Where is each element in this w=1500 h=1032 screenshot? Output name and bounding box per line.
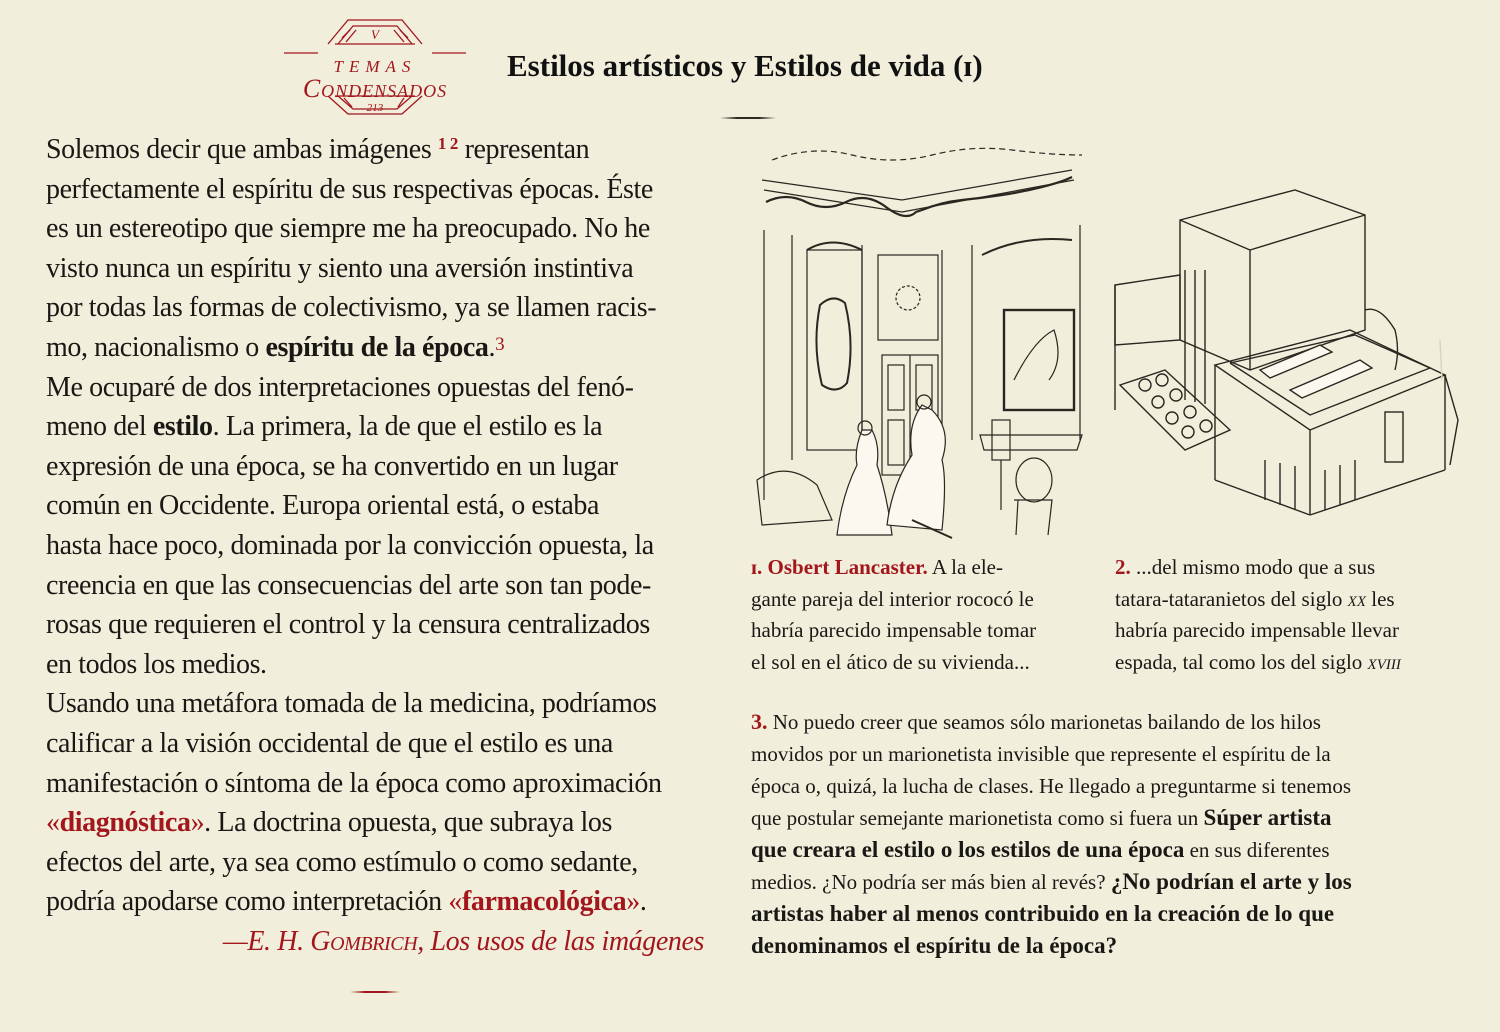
- text: ...del mismo modo que a sus: [1130, 555, 1376, 579]
- text: mo, nacionalismo o: [46, 331, 266, 363]
- divider-bottom: [350, 991, 400, 993]
- note-line: [751, 834, 1352, 866]
- quote-open: «: [46, 807, 60, 839]
- quote-close: »: [190, 807, 205, 839]
- text: No puedo creer que seamos sólo marionetas bailando de los hilos: [767, 710, 1321, 734]
- text: podría apodarse como interpretación: [46, 886, 449, 918]
- text-line: por todas las formas de colectivismo, ya se llamen racis-: [46, 292, 657, 324]
- emphasis-estilo: estilo: [152, 411, 213, 443]
- emphasis-espiritu-de-la-epoca: espíritu de la época: [265, 331, 489, 363]
- footnote-ref-3[interactable]: 3: [495, 333, 505, 355]
- text: .: [488, 331, 496, 363]
- modernist-house-illustration: [1110, 180, 1460, 530]
- logo-line1: TEMAS: [333, 57, 417, 76]
- text-line: común en Occidente. Europa oriental está, o estaba: [46, 490, 599, 522]
- caption-line: gante pareja del interior rococó le: [751, 586, 1034, 611]
- paragraph-3: [46, 684, 726, 961]
- text-line: [46, 882, 726, 922]
- paragraph-1: [46, 130, 726, 368]
- emphasis-diagnostica: diagnóstica: [59, 807, 191, 839]
- text: meno del: [46, 411, 153, 443]
- text: .: [639, 886, 647, 918]
- century-numeral: xx: [1347, 586, 1366, 611]
- text-line: hasta hace poco, dominada por la convicción opuesta, la: [46, 529, 654, 561]
- emphasis-farmacologica: farmacológica: [461, 886, 627, 918]
- rococo-interior-illustration: [752, 140, 1092, 540]
- attribution-work: , Los usos de las imágenes: [417, 925, 704, 957]
- caption-line: habría parecido impensable tomar: [751, 618, 1037, 642]
- attribution: [46, 922, 704, 962]
- text-line: visto nunca un espíritu y siento una aversión instintiva: [46, 252, 634, 284]
- emphasis: que creara el estilo o los estilos de una época: [751, 837, 1185, 862]
- caption-line: el sol en el ático de su vivienda...: [751, 649, 1030, 674]
- text-line: es un estereotipo que siempre me ha preocupado. No he: [46, 213, 650, 245]
- note-line: [751, 866, 1352, 898]
- divider-top: [720, 117, 776, 119]
- text-line: Usando una metáfora tomada de la medicina, podríamos: [46, 688, 657, 720]
- quote-open: «: [448, 886, 462, 918]
- caption-number: 2.: [1115, 555, 1131, 579]
- caption-line: habría parecido impensable llevar: [1115, 618, 1399, 642]
- text-line: Me ocuparé de dos interpretaciones opuestas del fenó-: [46, 371, 634, 403]
- text: medios. ¿No podría ser más bien al revés?: [751, 870, 1111, 894]
- logo-number: 213: [366, 102, 384, 114]
- paragraph-2: [46, 368, 726, 685]
- note-line: época o, quizá, la lucha de clases. He llegado a preguntarme si tenemos: [751, 774, 1352, 798]
- caption-author: Osbert Lancaster.: [762, 555, 928, 579]
- text: espada, tal como los del siglo: [1115, 649, 1368, 674]
- text-line: expresión de una época, se ha convertido en un lugar: [46, 450, 618, 482]
- caption-line: [1115, 552, 1401, 584]
- caption-1: [751, 552, 1036, 678]
- text: les: [1365, 586, 1395, 611]
- text-line: [46, 328, 726, 368]
- quote-close: »: [626, 886, 640, 918]
- century-numeral: xviii: [1367, 649, 1401, 674]
- text-line: [46, 130, 726, 170]
- emphasis: Súper artista: [1203, 805, 1332, 830]
- text-line: [46, 803, 726, 843]
- text-line: manifestación o síntoma de la época como aproximación: [46, 767, 662, 799]
- main-text-column: [46, 130, 726, 961]
- text-line: calificar a la visión occidental de que el estilo es una: [46, 727, 613, 759]
- note-number: 3.: [751, 709, 768, 734]
- text-line: rosas que requieren el control y la censura centralizados: [46, 609, 650, 641]
- attribution-dash: —E. H.: [222, 925, 311, 957]
- text-line: [46, 407, 726, 447]
- note-line: artistas haber al menos contribuido en la creación de lo que: [751, 901, 1335, 926]
- text-line: creencia en que las consecuencias del arte son tan pode-: [46, 569, 651, 601]
- caption-line: [751, 552, 1036, 584]
- caption-2: [1115, 552, 1401, 678]
- text-line: perfectamente el espíritu de sus respectivas épocas. Éste: [46, 173, 653, 205]
- text: representan: [457, 134, 590, 165]
- logo-volume: V: [371, 27, 379, 42]
- text: que postular semejante marionetista como si fuera un: [751, 806, 1204, 830]
- text: Solemos decir que ambas imágenes: [46, 134, 438, 165]
- text: A la ele-: [927, 555, 1003, 579]
- emphasis: ¿No podrían el arte y los: [1110, 869, 1352, 894]
- caption-number: ɪ.: [751, 555, 763, 579]
- page-title: Estilos artísticos y Estilos de vida (ɪ): [507, 48, 983, 83]
- text: tatara-tataranietos del siglo: [1115, 586, 1348, 611]
- text: . La doctrina opuesta, que subraya los: [204, 807, 612, 839]
- note-line: [751, 706, 1352, 738]
- attribution-author: Gombrich: [310, 925, 418, 957]
- temas-condensados-logo: [280, 16, 470, 116]
- caption-line: [1115, 584, 1401, 616]
- note-line: denominamos el espíritu de la época?: [751, 933, 1118, 958]
- footnote-3: [751, 706, 1352, 962]
- text: . La primera, la de que el estilo es la: [212, 411, 603, 443]
- logo-line2: Condensados: [302, 74, 448, 103]
- text-line: efectos del arte, ya sea como estímulo o como sedante,: [46, 846, 638, 878]
- caption-line: [1115, 647, 1401, 679]
- text: en sus diferentes: [1184, 838, 1330, 862]
- footnote-ref-1-2[interactable]: 1 2: [437, 134, 458, 153]
- text-line: en todos los medios.: [46, 648, 267, 680]
- note-line: [751, 802, 1352, 834]
- note-line: movidos por un marionetista invisible que represente el espíritu de la: [751, 742, 1331, 766]
